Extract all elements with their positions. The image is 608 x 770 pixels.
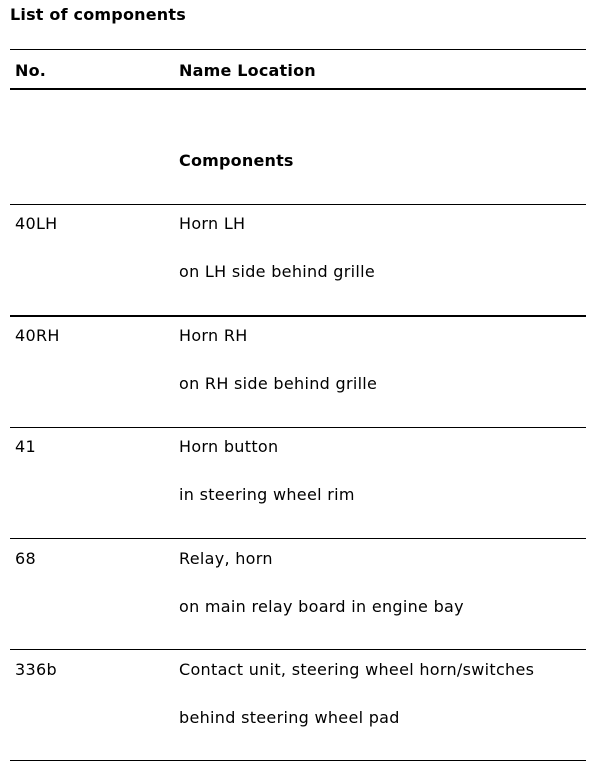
row-name: Horn LH — [179, 214, 246, 233]
row-number: 68 — [15, 549, 36, 568]
section-label-components: Components — [179, 151, 294, 170]
table-row — [0, 651, 608, 762]
row-location: on RH side behind grille — [179, 374, 378, 393]
row-number: 41 — [15, 437, 36, 456]
table-row — [0, 540, 608, 651]
table-bottom-rule — [10, 760, 586, 761]
row-number: 40LH — [15, 214, 58, 233]
row-location: in steering wheel rim — [179, 485, 355, 504]
table-row — [0, 428, 608, 539]
table-top-rule — [10, 49, 586, 50]
row-name: Horn RH — [179, 326, 248, 345]
row-location: behind steering wheel pad — [179, 708, 400, 727]
row-name: Relay, horn — [179, 549, 273, 568]
table-row — [0, 205, 608, 316]
row-divider — [10, 538, 586, 539]
row-name: Horn button — [179, 437, 279, 456]
row-number: 40RH — [15, 326, 60, 345]
row-location: on main relay board in engine bay — [179, 597, 464, 616]
row-location: on LH side behind grille — [179, 262, 375, 281]
row-name: Contact unit, steering wheel horn/switches — [179, 660, 535, 679]
row-number: 336b — [15, 660, 57, 679]
page-title: List of components — [10, 5, 186, 24]
column-header-number: No. — [15, 61, 47, 80]
column-header-name-location: Name Location — [179, 61, 316, 80]
row-divider — [10, 649, 586, 650]
header-bottom-rule — [10, 88, 586, 90]
table-row — [0, 317, 608, 428]
